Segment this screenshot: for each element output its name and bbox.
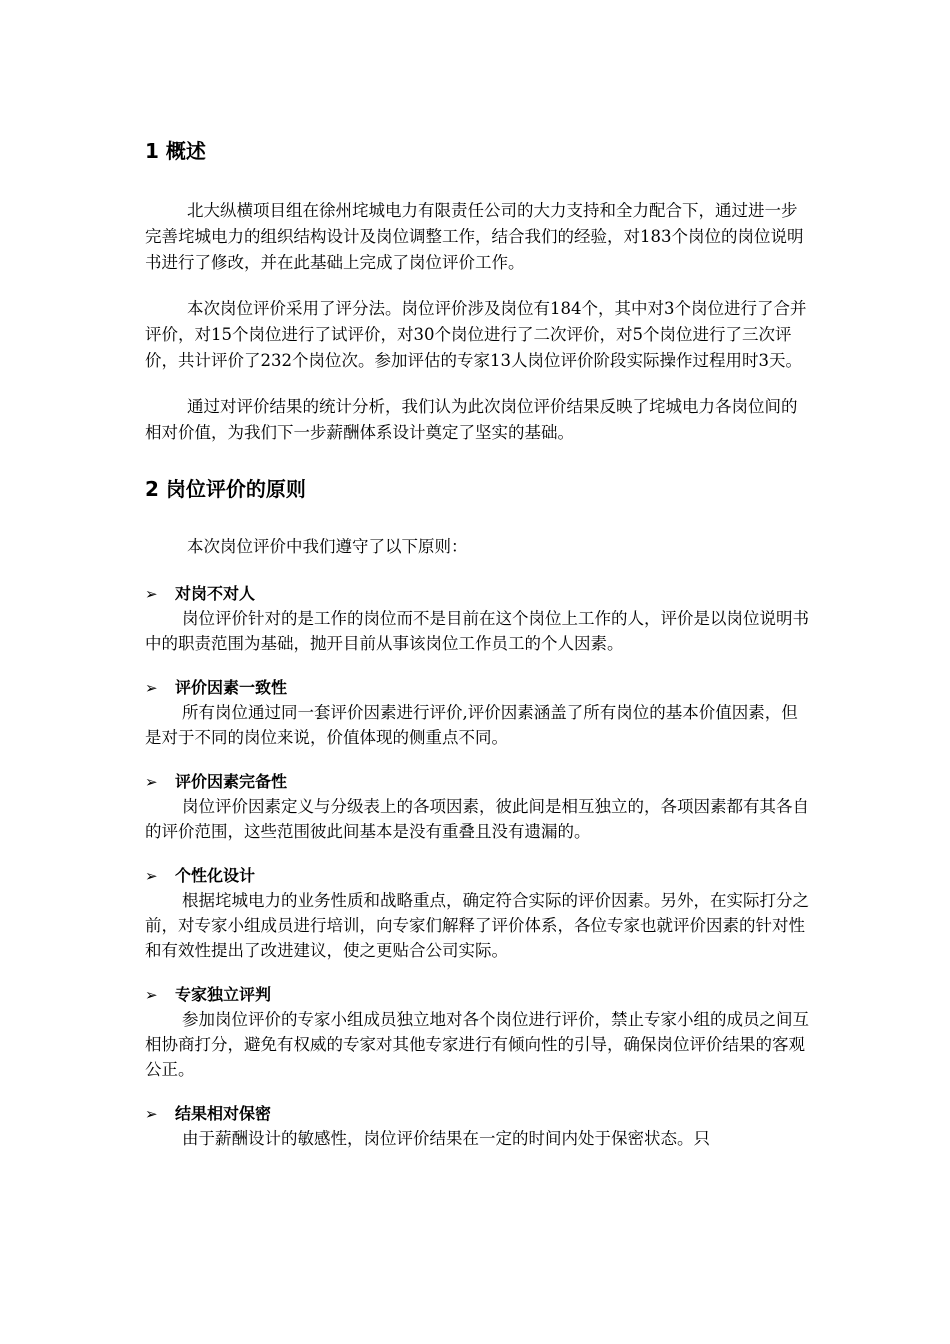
principle-body: 由于薪酬设计的敏感性，岗位评价结果在一定的时间内处于保密状态。只 — [182, 1129, 710, 1148]
arrow-bullet-icon: ➢ — [145, 867, 158, 885]
principle-title: 专家独立评判 — [175, 985, 272, 1004]
principle-item — [145, 770, 810, 844]
principle-title: 评价因素一致性 — [175, 678, 288, 697]
principle-title: 评价因素完备性 — [175, 772, 288, 791]
principle-item — [145, 864, 810, 963]
principle-item — [145, 1102, 810, 1151]
arrow-bullet-icon: ➢ — [145, 585, 158, 603]
principle-body: 岗位评价针对的是工作的岗位而不是目前在这个岗位上工作的人，评价是以岗位说明书中的职责范围为基础，抛开目前从事该岗位工作员工的个人因素。 — [145, 609, 809, 653]
principle-title: 结果相对保密 — [175, 1104, 272, 1123]
principle-item — [145, 983, 810, 1082]
section-2-heading: 2 岗位评价的原则 — [145, 477, 306, 501]
arrow-bullet-icon: ➢ — [145, 1105, 158, 1123]
section-1-paragraph-1: 北大纵横项目组在徐州垞城电力有限责任公司的大力支持和全力配合下，通过进一步完善垞城电力的组织结构设计及岗位调整工作，结合我们的经验，对183个岗位的岗位说明书进行了修改，并在此基础上完成了岗位评价工作。 — [145, 201, 804, 272]
principle-body: 根据垞城电力的业务性质和战略重点，确定符合实际的评价因素。另外，在实际打分之前，对专家小组成员进行培训，向专家们解释了评价体系，各位专家也就评价因素的针对性和有效性提出了改进建议，使之更贴合公司实际。 — [145, 891, 809, 960]
section-1-paragraph-2: 本次岗位评价采用了评分法。岗位评价涉及岗位有184个，其中对3个岗位进行了合并评价，对15个岗位进行了试评价，对30个岗位进行了二次评价，对5个岗位进行了三次评价，共计评价了232个岗位次。参加评估的专家13人岗位评价阶段实际操作过程用时3天。 — [145, 299, 807, 370]
section-1-heading: 1 概述 — [145, 139, 206, 163]
principle-title: 个性化设计 — [175, 866, 256, 885]
arrow-bullet-icon: ➢ — [145, 679, 158, 697]
document-content — [145, 136, 810, 1171]
principle-body: 参加岗位评价的专家小组成员独立地对各个岗位进行评价，禁止专家小组的成员之间互相协商打分，避免有权威的专家对其他专家进行有倾向性的引导，确保岗位评价结果的客观公正。 — [145, 1010, 809, 1079]
principle-title: 对岗不对人 — [175, 584, 256, 603]
section-1-paragraph-3: 通过对评价结果的统计分析，我们认为此次岗位评价结果反映了垞城电力各岗位间的相对价值，为我们下一步薪酬体系设计奠定了坚实的基础。 — [145, 397, 798, 442]
principle-item — [145, 582, 810, 656]
principle-body: 岗位评价因素定义与分级表上的各项因素，彼此间是相互独立的，各项因素都有其各自的评价范围，这些范围彼此间基本是没有重叠且没有遗漏的。 — [145, 797, 809, 841]
principle-item — [145, 676, 810, 750]
section-2-intro: 本次岗位评价中我们遵守了以下原则： — [187, 537, 468, 556]
arrow-bullet-icon: ➢ — [145, 773, 158, 791]
principle-body: 所有岗位通过同一套评价因素进行评价,评价因素涵盖了所有岗位的基本价值因素，但是对于不同的岗位来说，价值体现的侧重点不同。 — [145, 703, 798, 747]
arrow-bullet-icon: ➢ — [145, 986, 158, 1004]
